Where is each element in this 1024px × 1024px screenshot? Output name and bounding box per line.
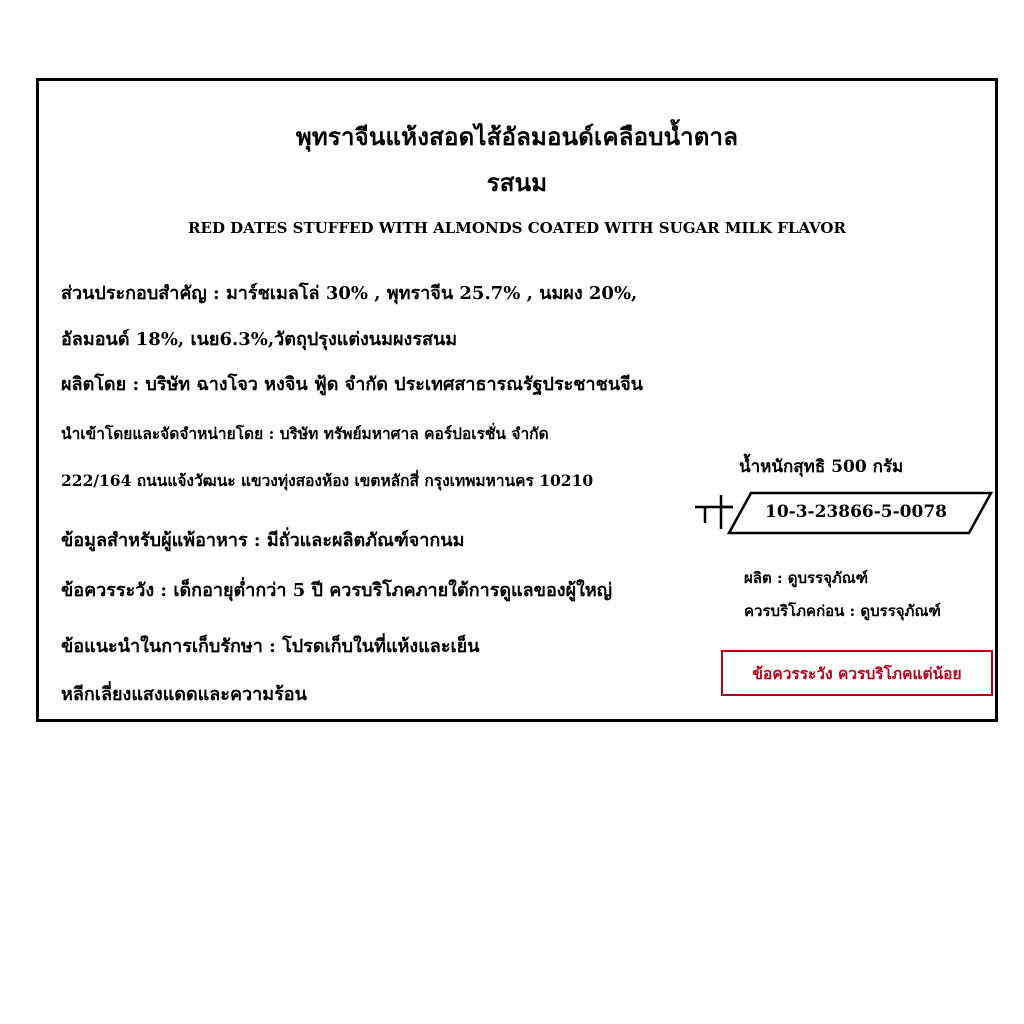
best-before-date: ควรบริโภคก่อน : ดูบรรจุภัณฑ์ — [744, 602, 941, 620]
warning-text: ข้อควรระวัง ควรบริโภคแต่น้อย — [752, 663, 962, 683]
storage-line-1: ข้อแนะนำในการเก็บรักษา : โปรดเก็บในที่แห้งและเย็น — [61, 636, 480, 657]
importer-address: 222/164 ถนนแจ้งวัฒนะ แขวงทุ่งสองห้อง เขตหลักสี่ กรุงเทพมหานคร 10210 — [61, 471, 594, 490]
manufacturer-line: ผลิตโดย : บริษัท ฉางโจว หงจิน ฟู้ด จำกัด ประเทศสาธารณรัฐประชาชนจีน — [61, 374, 643, 395]
ingredients-line-1: ส่วนประกอบสำคัญ : มาร์ชเมลโล่ 30% , พุทราจีน 25.7% , นมผง 20%, — [61, 283, 638, 304]
net-weight: น้ำหนักสุทธิ 500 กรัม — [739, 457, 904, 477]
product-label — [36, 78, 998, 722]
allergen-info: ข้อมูลสำหรับผู้แพ้อาหาร : มีถั่วและผลิตภัณฑ์จากนม — [61, 530, 465, 551]
ingredients-line-2: อัลมอนด์ 18%, เนย6.3%,วัตถุปรุงแต่งนมผงรสนม — [61, 329, 458, 350]
registration-block — [693, 489, 993, 539]
storage-line-2: หลีกเลี่ยงแสงแดดและความร้อน — [61, 684, 307, 705]
caution-line: ข้อควรระวัง : เด็กอายุต่ำกว่า 5 ปี ควรบริโภคภายใต้การดูแลของผู้ใหญ่ — [61, 580, 613, 601]
product-title-thai: พุทราจีนแห้งสอดไส้อัลมอนด์เคลือบน้ำตาล — [295, 122, 739, 151]
registration-number: 10-3-23866-5-0078 — [765, 502, 947, 522]
importer-line-1: นำเข้าโดยและจัดจำหน่ายโดย : บริษัท ทรัพย์มหาศาล คอร์ปอเรชั่น จำกัด — [61, 424, 549, 443]
product-title-english: RED DATES STUFFED WITH ALMONDS COATED WITH SUGAR MILK FLAVOR — [188, 219, 846, 237]
manufacture-date: ผลิต : ดูบรรจุภัณฑ์ — [744, 569, 869, 587]
warning-box — [721, 650, 993, 696]
product-flavor-thai: รสนม — [486, 168, 548, 197]
